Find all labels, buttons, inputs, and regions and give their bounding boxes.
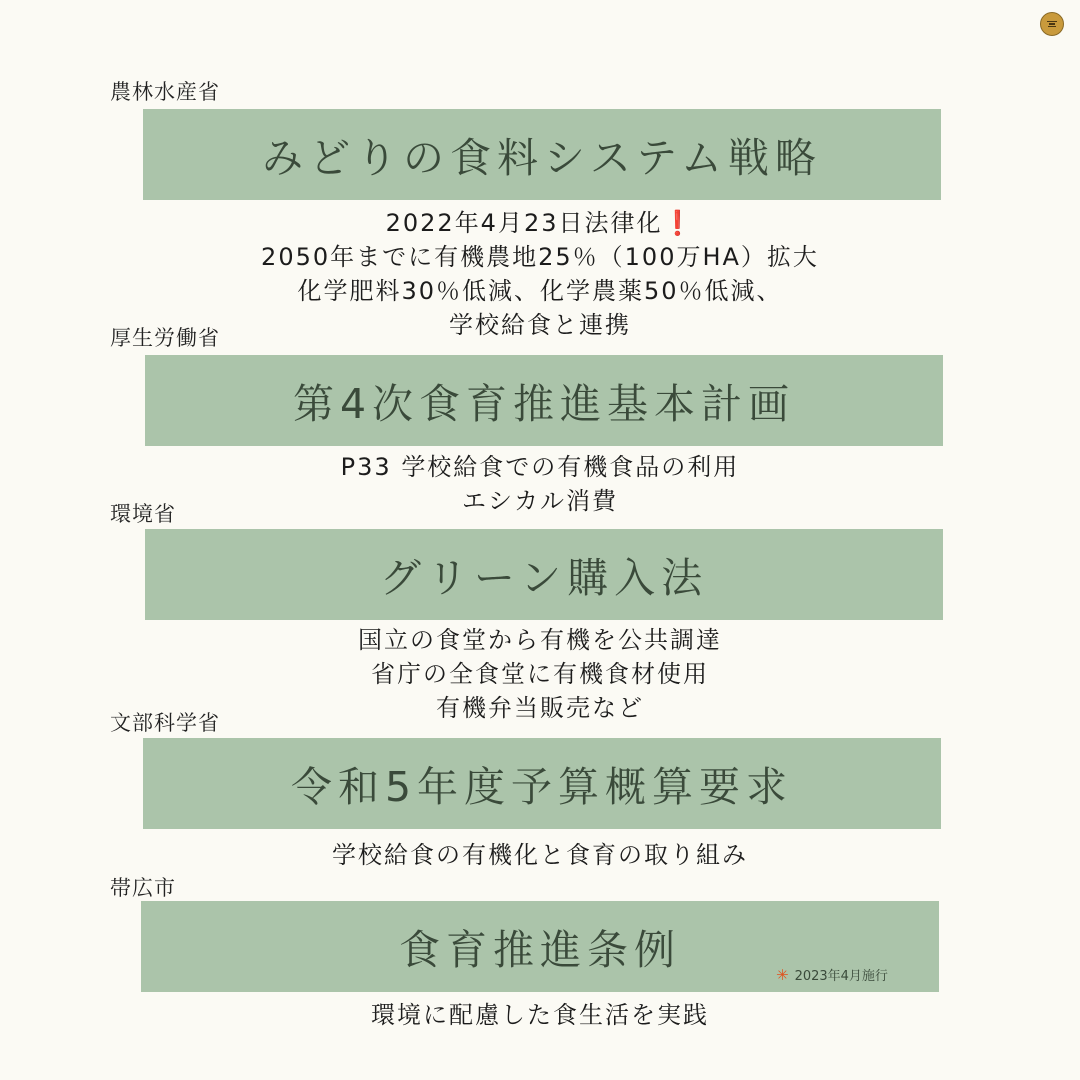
ministry-label-mhlw: 厚生労働省 <box>110 326 220 350</box>
description-line: 有機弁当販売など <box>436 694 644 722</box>
description-ordinance <box>140 998 940 1032</box>
description-line: 学校給食の有機化と食育の取り組み <box>332 841 748 869</box>
description-midori <box>140 206 940 342</box>
description-shokuiku <box>140 450 940 518</box>
description-green-purchasing <box>140 623 940 725</box>
description-line: 2050年までに有機農地25％（100万HA）拡大 <box>261 243 819 271</box>
description-budget <box>140 838 940 872</box>
description-line: 2022年4月23日法律化❗ <box>385 209 695 237</box>
description-line: 学校給食と連携 <box>449 311 631 339</box>
ministry-label-maff: 農林水産省 <box>110 80 220 104</box>
banner-budget-request: 令和5年度予算概算要求 <box>143 738 941 829</box>
description-line: エシカル消費 <box>462 487 618 515</box>
description-line: 省庁の全食堂に有機食材使用 <box>371 660 709 688</box>
exclamation-icon: ❗ <box>662 209 695 237</box>
logo-icon <box>1040 12 1064 36</box>
ministry-label-moe: 環境省 <box>110 502 176 526</box>
banner-shokuiku-plan: 第4次食育推進基本計画 <box>145 355 943 446</box>
ministry-label-mext: 文部科学省 <box>110 711 220 735</box>
asterisk-icon: ✳ <box>776 966 789 984</box>
banner-midori-strategy: みどりの食料システム戦略 <box>143 109 941 200</box>
ministry-label-obihiro: 帯広市 <box>110 876 176 900</box>
enforcement-date: 2023年4月施行 <box>794 969 888 984</box>
description-line: 環境に配慮した食生活を実践 <box>371 1001 709 1029</box>
banner-shokuiku-ordinance: 食育推進条例 <box>141 901 939 992</box>
banner-green-purchasing: グリーン購入法 <box>145 529 943 620</box>
enforcement-note <box>776 965 888 984</box>
description-line: P33 学校給食での有機食品の利用 <box>340 453 740 481</box>
description-line: 国立の食堂から有機を公共調達 <box>358 626 722 654</box>
description-line: 化学肥料30％低減、化学農薬50％低減、 <box>297 277 783 305</box>
